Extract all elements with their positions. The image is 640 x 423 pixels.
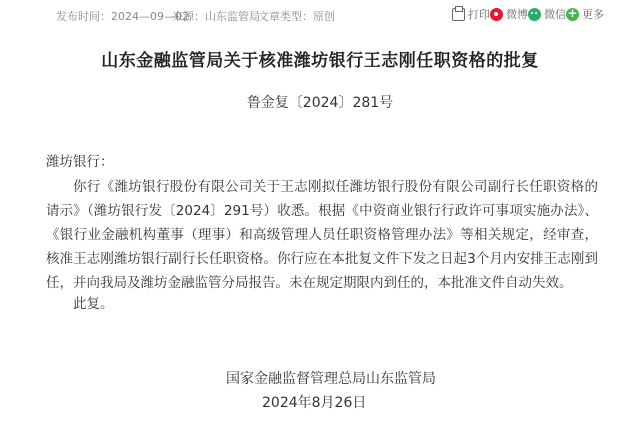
article-meta-bar — [0, 0, 640, 32]
closing-text: 此复。 — [73, 296, 114, 312]
weibo-label: 微博 — [506, 8, 528, 21]
more-label: 更多 — [582, 8, 604, 21]
share-more-button[interactable] — [566, 6, 604, 22]
wechat-label: 微信 — [544, 8, 566, 21]
source: 来源：山东监管局 — [172, 10, 260, 23]
weibo-icon — [490, 8, 503, 21]
document-number: 鲁金复〔2024〕281号 — [246, 95, 394, 111]
document-title: 山东金融监管局关于核准潍坊银行王志刚任职资格的批复 — [101, 51, 539, 71]
signature-organization: 国家金融监督管理总局山东监管局 — [226, 371, 436, 387]
print-button[interactable] — [452, 6, 490, 22]
salutation: 潍坊银行： — [46, 154, 114, 170]
printer-icon — [452, 8, 465, 21]
body-paragraph: 你行《潍坊银行股份有限公司关于王志刚拟任潍坊银行股份有限公司副行长任职资格的请示》（潍坊银行发〔2024〕291号）收悉。根据《中资商业银行行政许可事项实施办法》、《银行业金融机构董事（理事）和高级管理人员任职资格管理办法》等相关规定，经审查，核准王志刚潍坊银行副行长任职资格。你行应在本批复文件下发之日起3个月内安排王志刚到任，并向我局及潍坊金融监管分局报告。未在规定期限内到任的，本批准文件自动失效。 — [46, 179, 598, 291]
share-wechat-button[interactable] — [528, 6, 566, 22]
signature-date: 2024年8月26日 — [262, 395, 367, 411]
publish-time: 发布时间：2024—09—02 — [56, 10, 189, 23]
print-label: 打印 — [468, 8, 490, 21]
share-weibo-button[interactable] — [490, 6, 528, 22]
article-category: 文章类型：原创 — [258, 10, 335, 23]
more-plus-icon — [566, 8, 579, 21]
wechat-icon — [528, 8, 541, 21]
